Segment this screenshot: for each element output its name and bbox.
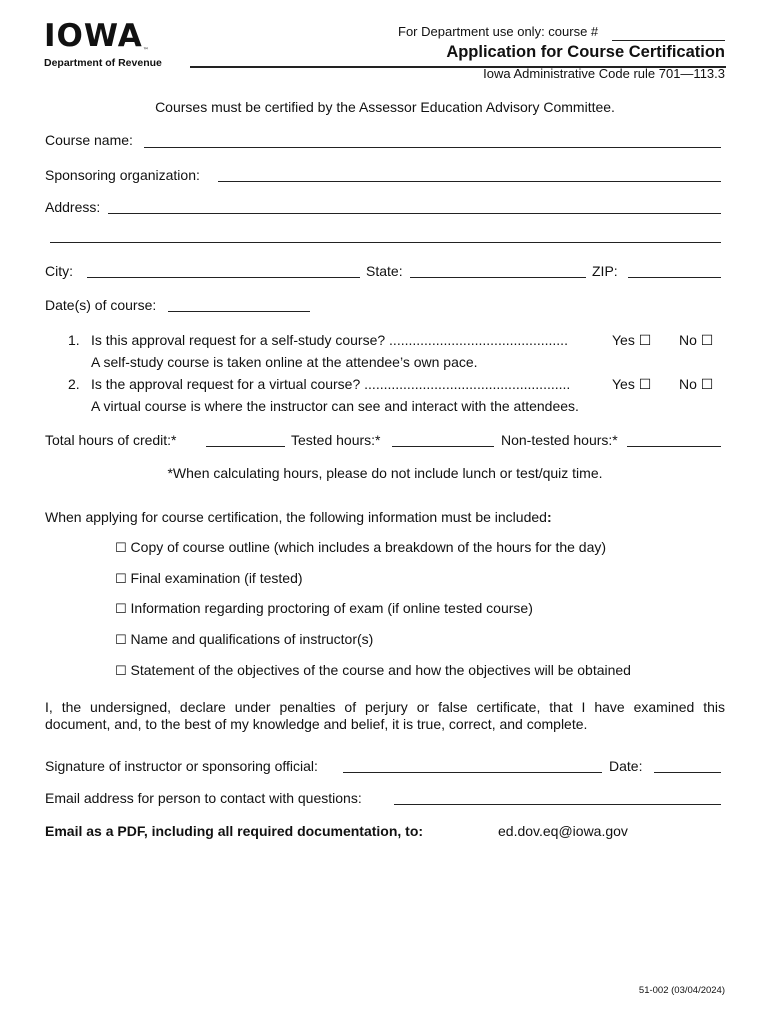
zip-field[interactable] [628,277,721,278]
nontested-hours-label: Non-tested hours:* [501,432,618,448]
required-item-5-label: Statement of the objectives of the course and how the objectives will be obtained [130,662,631,678]
signature-date-field[interactable] [654,772,721,773]
required-item-4-label: Name and qualifications of instructor(s) [130,631,374,647]
required-item-1 [115,539,606,556]
iowa-logo [44,18,150,54]
question-2-yes-checkbox[interactable]: Yes ☐ [612,376,652,392]
total-hours-field[interactable] [206,446,285,447]
dates-label: Date(s) of course: [45,297,157,313]
address-field-line2[interactable] [50,242,721,243]
signature-label: Signature of instructor or sponsoring official: [45,758,318,774]
question-1-yes-checkbox[interactable]: Yes ☐ [612,332,652,348]
question-1-note: A self-study course is taken online at the attendee’s own pace. [91,354,478,370]
zip-label: ZIP: [592,263,618,279]
email-pdf-address[interactable]: ed.dov.eq@iowa.gov [498,823,628,839]
question-2-no-checkbox[interactable]: No ☐ [679,376,714,392]
tested-hours-label: Tested hours:* [291,432,381,448]
email-pdf-label: Email as a PDF, including all required documentation, to: [45,823,424,839]
sponsoring-org-label: Sponsoring organization: [45,167,200,183]
total-hours-label: Total hours of credit:* [45,432,177,448]
required-item-5 [115,662,631,679]
required-item-3-checkbox[interactable]: ☐ [115,602,127,617]
logo-trademark: ™ [142,47,150,54]
department-name: Department of Revenue [44,57,162,69]
question-1-number: 1. [68,332,80,348]
page-title: Application for Course Certification [446,43,725,61]
question-1-text: Is this approval request for a self-study course? .............................................. [91,332,568,348]
course-name-field[interactable] [144,147,721,148]
form-number: 51-002 (03/04/2024) [638,985,725,996]
required-item-4 [115,631,373,648]
hours-note: *When calculating hours, please do not include lunch or test/quiz time. [167,465,603,481]
required-heading-colon: : [546,509,552,525]
rule-reference: Iowa Administrative Code rule 701—113.3 [483,66,725,81]
city-label: City: [45,263,73,279]
signature-field[interactable] [343,772,602,773]
address-field[interactable] [108,213,721,214]
required-item-1-checkbox[interactable]: ☐ [115,541,127,556]
logo-wordmark: IOWA [44,18,143,54]
intro-text: Courses must be certified by the Assessor Education Advisory Committee. [155,99,615,115]
required-heading-text: When applying for course certification, the following information must be included [45,509,547,525]
required-item-4-checkbox[interactable]: ☐ [115,633,127,648]
course-number-line[interactable] [612,40,725,41]
required-item-2 [115,570,303,587]
question-2-number: 2. [68,376,80,392]
required-item-5-checkbox[interactable]: ☐ [115,664,127,679]
required-item-2-label: Final examination (if tested) [130,570,303,586]
required-item-3 [115,600,533,617]
tested-hours-field[interactable] [392,446,494,447]
question-2-text: Is the approval request for a virtual course? ..................................................... [91,376,571,392]
city-field[interactable] [87,277,360,278]
required-heading [45,509,552,525]
state-label: State: [366,263,403,279]
email-contact-label: Email address for person to contact with questions: [45,790,362,806]
declaration-line-1: I, the undersigned, declare under penalties of perjury or false certificate, that I have examined this [45,699,725,715]
sponsoring-org-field[interactable] [218,181,721,182]
dates-field[interactable] [168,311,310,312]
required-item-3-label: Information regarding proctoring of exam (if online tested course) [130,600,533,616]
email-contact-field[interactable] [394,804,721,805]
signature-date-label: Date: [609,758,643,774]
required-item-2-checkbox[interactable]: ☐ [115,572,127,587]
department-use-label: For Department use only: course # [398,24,599,39]
nontested-hours-field[interactable] [627,446,721,447]
declaration-line-2: document, and, to the best of my knowledge and belief, it is true, correct, and complete. [45,716,588,732]
address-label: Address: [45,199,101,215]
question-1-no-checkbox[interactable]: No ☐ [679,332,714,348]
course-name-label: Course name: [45,132,133,148]
question-2-note: A virtual course is where the instructor can see and interact with the attendees. [91,398,579,414]
state-field[interactable] [410,277,586,278]
required-item-1-label: Copy of course outline (which includes a breakdown of the hours for the day) [130,539,607,555]
